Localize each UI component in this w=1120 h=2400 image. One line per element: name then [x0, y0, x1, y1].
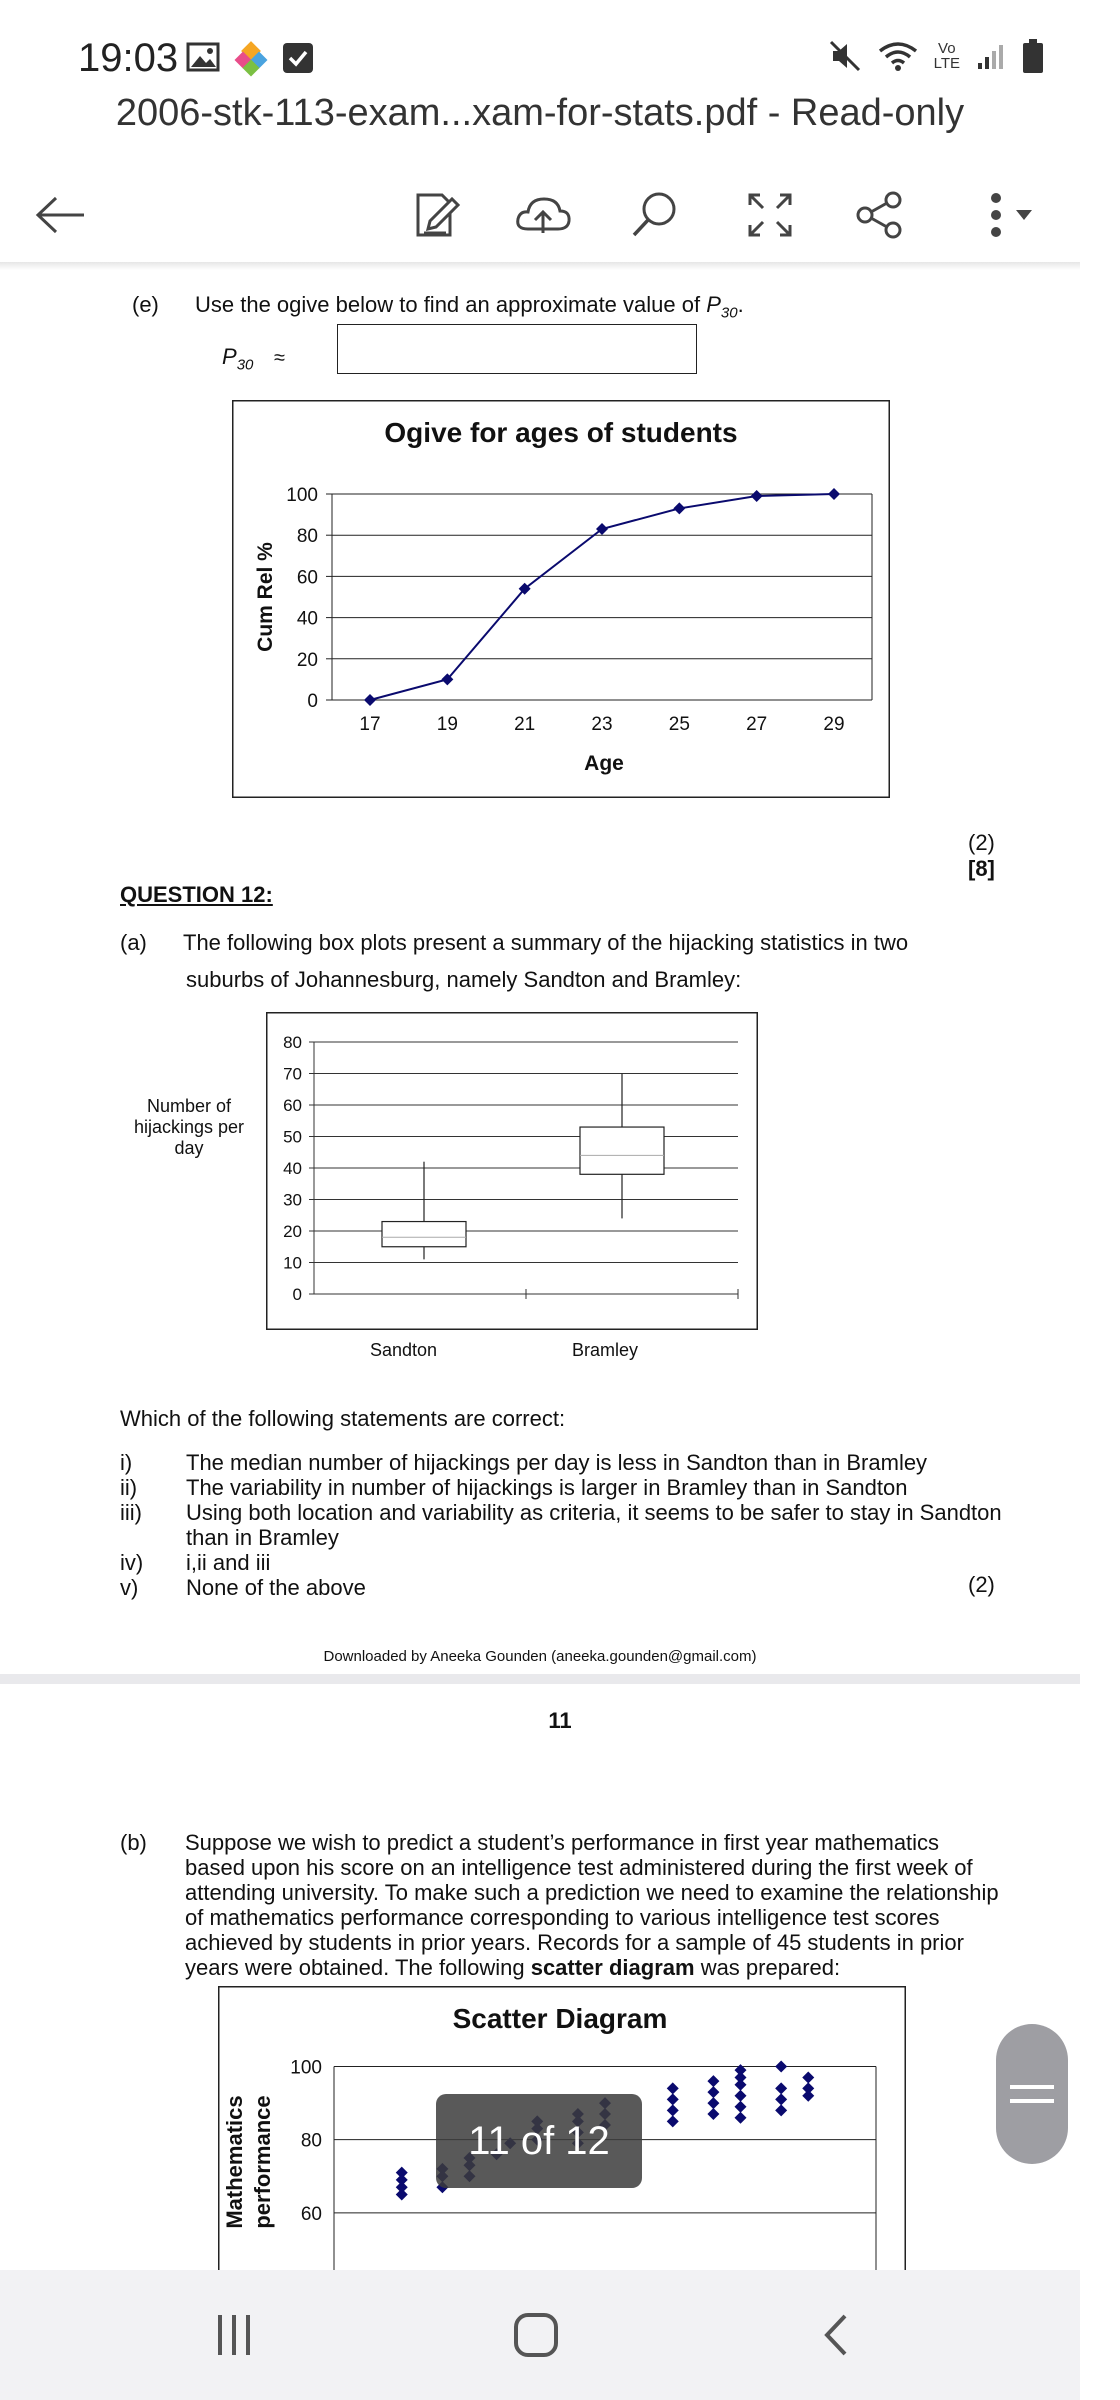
download-footer: Downloaded by Aneeka Gounden (aneeka.gounden@gmail.com)	[323, 1648, 757, 1665]
ogive-title: Ogive for ages of students	[384, 417, 738, 448]
scatter-y-tick-label: 60	[300, 2203, 322, 2225]
part-a-marks: (2)	[968, 1572, 995, 1597]
scroll-handle-icon	[1010, 2081, 1054, 2107]
box-plot-y-tick-label: 10	[283, 1253, 302, 1273]
search-button[interactable]	[620, 180, 690, 250]
cloud-upload-icon	[514, 193, 572, 237]
document-title: 2006-stk-113-exam...xam-for-stats.pdf - Read-only	[115, 92, 965, 134]
ogive-x-tick-label: 27	[746, 714, 768, 735]
ogive-y-tick-label: 20	[296, 649, 318, 671]
box-plot-y-tick-label: 0	[292, 1285, 302, 1304]
option-number: iv)	[120, 1550, 144, 1575]
question-12-heading: QUESTION 12:	[120, 882, 273, 907]
system-back-icon	[821, 2312, 851, 2358]
ogive-x-tick-label: 21	[514, 714, 536, 735]
scatter-y-tick-label: 100	[290, 2057, 322, 2079]
ogive-x-tick-label: 19	[436, 714, 458, 735]
part-a-line2: suburbs of Johannesburg, namely Sandton and Bramley:	[186, 967, 742, 992]
ogive-y-tick-label: 80	[296, 526, 318, 548]
part-b-bold: scatter diagram	[530, 1955, 695, 1980]
part-e-marks: (2)	[968, 830, 995, 855]
ogive-x-label: Age	[584, 752, 624, 775]
edit-document-icon	[412, 189, 462, 241]
scatter-title: Scatter Diagram	[452, 2003, 668, 2034]
home-button[interactable]	[496, 2300, 576, 2370]
share-button[interactable]	[845, 180, 915, 250]
ogive-x-tick-label: 29	[823, 714, 845, 735]
box-plot-category-bramley: Bramley	[572, 1340, 639, 1360]
ogive-y-label: Cum Rel %	[254, 542, 277, 652]
notification-icons	[186, 42, 314, 76]
option-text: The median number of hijackings per day is less in Sandton than in Bramley	[186, 1450, 928, 1475]
ogive-y-tick-label: 60	[296, 567, 318, 589]
option-number: iii)	[120, 1500, 142, 1525]
back-arrow-icon	[34, 195, 88, 235]
edit-button[interactable]	[402, 180, 472, 250]
box-plot-y-tick-labels	[283, 1033, 302, 1304]
option-number: ii)	[120, 1475, 138, 1500]
search-icon	[629, 189, 681, 241]
volte-bottom: LTE	[933, 55, 960, 72]
toolbar-divider	[0, 262, 1080, 270]
upload-button[interactable]	[508, 180, 578, 250]
pdf-document[interactable]	[0, 270, 1080, 2230]
ogive-y-tick-label: 100	[286, 485, 318, 506]
option-text: The variability in number of hijackings is larger in Bramley than in Sandton	[186, 1475, 908, 1500]
fast-scroll-handle[interactable]	[996, 2024, 1068, 2164]
ogive-x-tick-label: 17	[359, 714, 381, 735]
part-e-p-sub: 30	[720, 304, 738, 322]
more-options-icon	[976, 190, 1046, 240]
fullscreen-icon	[746, 191, 794, 239]
signal-icon	[976, 41, 1006, 71]
wifi-icon	[878, 39, 918, 73]
option-text: i,ii and iii	[186, 1550, 271, 1575]
answer-input-box[interactable]	[337, 324, 697, 374]
ogive-x-tick-label: 23	[591, 714, 613, 735]
colorful-app-icon	[234, 42, 268, 76]
mute-icon	[828, 39, 862, 73]
approx-symbol: ≈	[274, 347, 285, 369]
option-text: Using both location and variability as criteria, it seems to be safer to stay in Sandton than in Bramley	[186, 1500, 1002, 1550]
volte-indicator	[934, 41, 960, 71]
part-e-prompt	[195, 292, 744, 325]
box-plot-chart	[266, 1012, 758, 1330]
option-number: i)	[120, 1450, 133, 1475]
which-statements: Which of the following statements are correct:	[120, 1406, 566, 1431]
box-bramley	[580, 1127, 664, 1174]
part-a-label: (a)	[120, 930, 147, 955]
system-navigation-bar	[0, 2270, 1080, 2400]
home-icon	[513, 2312, 559, 2358]
scatter-y-label-line1: Mathematics	[222, 2095, 247, 2229]
part-b-plain: Suppose we wish to predict a student’s performance in first year mathematics based upon his score on an intelligence test administered during the first week of attending university. To make such a prediction we need to examine the relationship of mathematics performance corresponding to various intelligence test scores achieved by students in prior years. Records for a sample of 45 students in prior years were obtained. The following	[185, 1830, 999, 1980]
answer-p: P	[222, 344, 237, 369]
question-total-marks: [8]	[968, 856, 995, 881]
ogive-x-tick-label: 25	[668, 714, 690, 735]
box-plot-y-tick-label: 30	[283, 1190, 302, 1210]
ogive-y-tick-label: 40	[296, 608, 318, 630]
option-text: None of the above	[186, 1575, 366, 1600]
answer-p-sub: 30	[236, 356, 254, 374]
box-plot-frame	[267, 1013, 758, 1330]
box-plot-y-tick-label: 60	[283, 1096, 302, 1115]
box-plot-y-tick-label: 50	[283, 1127, 302, 1147]
part-e-label: (e)	[132, 292, 159, 317]
box-plot-y-tick-label: 20	[283, 1222, 302, 1241]
ogive-y-tick-label: 0	[307, 691, 318, 712]
page-indicator: 11 of 12	[436, 2094, 642, 2188]
ogive-chart	[232, 400, 890, 798]
page-number: 11	[548, 1708, 572, 1733]
checkbox-notification-icon	[282, 42, 314, 74]
box-plot-y-label: Number of hijackings per day	[133, 1096, 245, 1158]
option-number: v)	[120, 1575, 139, 1600]
part-e-prompt-text: Use the ogive below to find an approximate value of	[195, 292, 701, 317]
part-b-label: (b)	[120, 1830, 147, 1855]
box-plot-y-tick-label: 80	[283, 1033, 302, 1052]
status-time: 19:03	[78, 36, 179, 80]
back-button[interactable]	[26, 180, 96, 250]
part-b-end: was prepared:	[700, 1955, 841, 1980]
part-e-p: P	[706, 292, 721, 317]
battery-icon	[1022, 38, 1044, 74]
volte-top: Vo	[938, 40, 956, 57]
recent-apps-icon	[214, 2313, 254, 2357]
box-plot-y-tick-label: 70	[283, 1064, 302, 1084]
page-separator	[0, 1674, 1080, 1684]
answer-label	[222, 344, 253, 377]
scatter-y-tick-label: 80	[300, 2130, 322, 2152]
system-back-button[interactable]	[796, 2300, 876, 2370]
status-bar	[0, 0, 1080, 100]
gallery-icon	[186, 42, 220, 72]
recent-apps-button[interactable]	[194, 2300, 274, 2370]
box-sandton	[382, 1222, 466, 1247]
part-a-line1: The following box plots present a summary of the hijacking statistics in two	[183, 930, 909, 955]
box-plot-y-tick-label: 40	[283, 1159, 302, 1178]
part-b-text	[185, 1830, 1005, 1980]
share-icon	[855, 190, 905, 240]
part-e-period: .	[737, 292, 744, 317]
viewer-toolbar	[0, 160, 1080, 270]
more-options-button[interactable]	[966, 180, 1056, 250]
ogive-frame	[233, 401, 890, 798]
box-plot-category-sandton: Sandton	[370, 1340, 438, 1360]
fullscreen-button[interactable]	[735, 180, 805, 250]
scatter-y-label-line2: performance	[250, 2095, 275, 2229]
system-icons	[828, 38, 1044, 74]
